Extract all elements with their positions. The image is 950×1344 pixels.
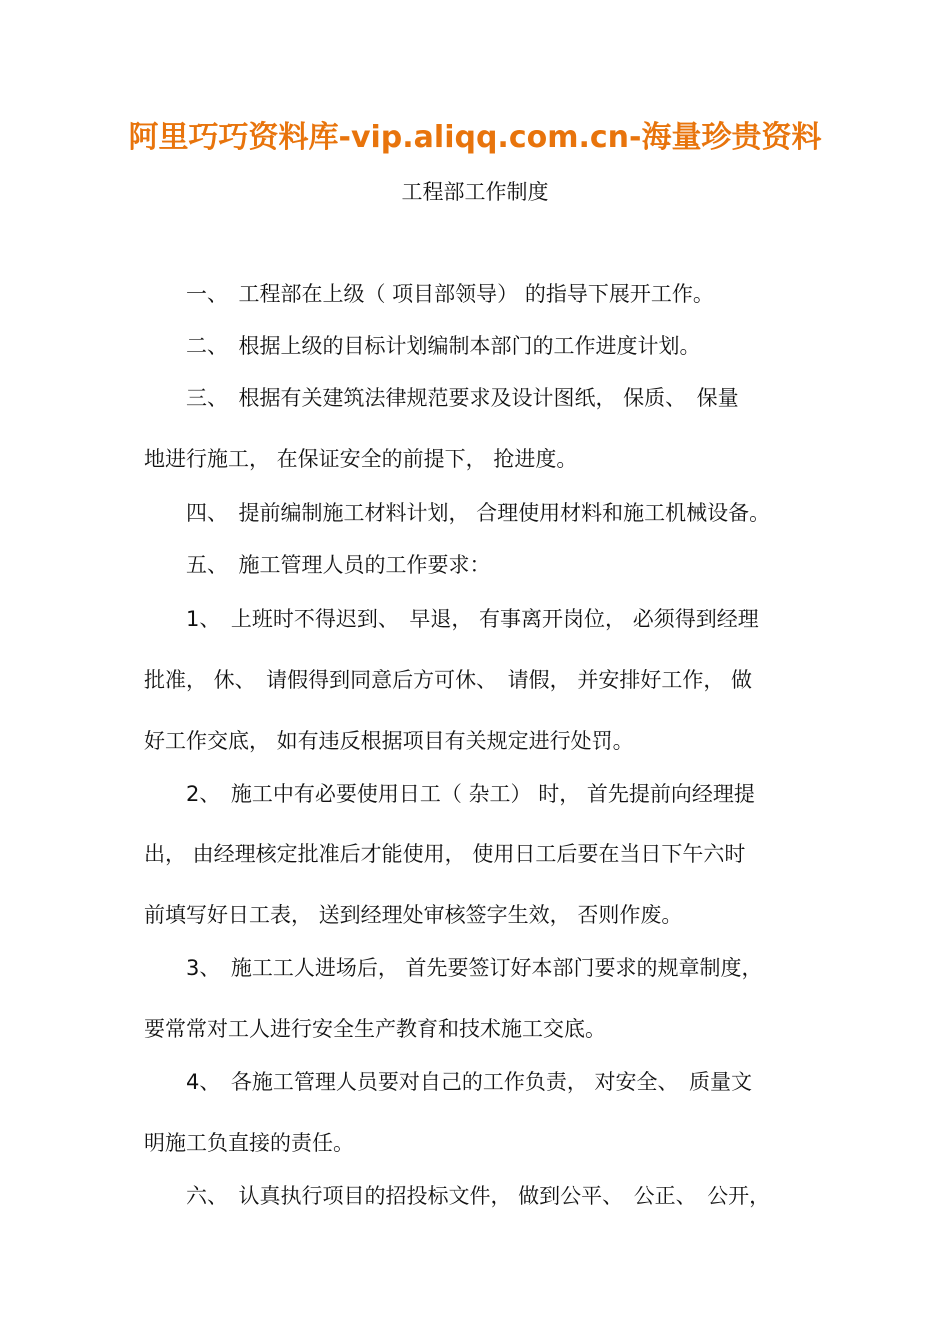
text-line: 三、 根据有关建筑法律规范要求及设计图纸， 保质、 保量 <box>144 386 739 410</box>
text-line: 明施工负直接的责任。 <box>144 1131 354 1155</box>
watermark-banner: 阿里巧巧资料库-vip.aliqq.com.cn-海量珍贵资料 <box>128 120 822 155</box>
text-line: 3、 施工工人进场后， 首先要签订好本部门要求的规章制度， <box>144 956 763 980</box>
text-line: 好工作交底， 如有违反根据项目有关规定进行处罚。 <box>144 729 634 753</box>
text-line: 批准， 休、 请假得到同意后方可休、 请假， 并安排好工作， 做 <box>144 668 753 692</box>
text-line: 要常常对工人进行安全生产教育和技术施工交底。 <box>144 1017 606 1041</box>
text-line: 前填写好日工表， 送到经理处审核签字生效， 否则作废。 <box>144 903 683 927</box>
text-line: 一、 工程部在上级（ 项目部领导） 的指导下展开工作。 <box>144 282 714 306</box>
text-line: 2、 施工中有必要使用日工（ 杂工） 时， 首先提前向经理提 <box>144 782 755 806</box>
text-line: 四、 提前编制施工材料计划， 合理使用材料和施工机械设备。 <box>144 501 771 525</box>
text-line: 出， 由经理核定批准后才能使用， 使用日工后要在当日下午六时 <box>144 842 746 866</box>
text-line: 4、 各施工管理人员要对自己的工作负责， 对安全、 质量文 <box>144 1070 753 1094</box>
text-line: 1、 上班时不得迟到、 早退， 有事离开岗位， 必须得到经理 <box>144 607 759 631</box>
document-title: 工程部工作制度 <box>401 180 549 204</box>
text-line: 六、 认真执行项目的招投标文件， 做到公平、 公正、 公开， <box>144 1184 771 1208</box>
text-line: 地进行施工， 在保证安全的前提下， 抢进度。 <box>144 447 578 471</box>
text-line: 五、 施工管理人员的工作要求： <box>144 553 491 577</box>
text-line: 二、 根据上级的目标计划编制本部门的工作进度计划。 <box>144 334 701 358</box>
